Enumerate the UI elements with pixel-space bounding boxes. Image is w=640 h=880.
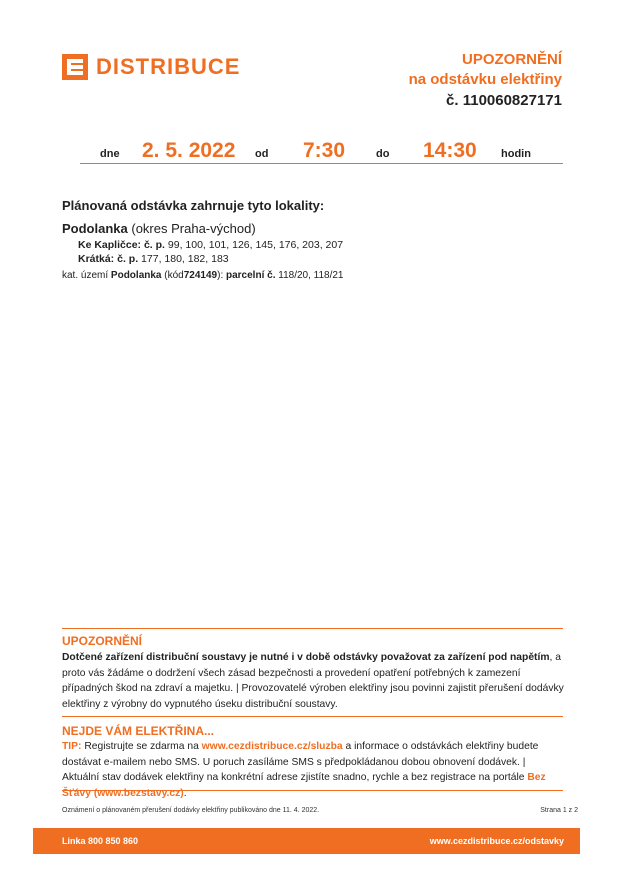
warning-text: Dotčené zařízení distribuční soustavy je nutné i v době odstávky považovat za zařízení pod napětím, a proto vás žádáme o dodržení všech zásad bezpečnosti a provedení opatření potřebných k zamezení případných škod na zdraví a majetku. | Provozovatelé výroben elektřiny jsou povinni zajistit přerušení dodávky elektřiny z výrobny do vypnutého úseku distribuční soustavy.: [62, 652, 564, 710]
registration-link[interactable]: www.cezdistribuce.cz/sluzba: [201, 741, 343, 752]
tip-text: TIP: Registrujte se zdarma na www.cezdistribuce.cz/sluzba a informace o odstávkách elektřiny budete dostávat e-mailem nebo SMS. U poruch zasíláme SMS s předpokládanou dobou obnovení dodávek. | Aktuální stav dodávek elektřiny na konkrétní adrese zjistíte snadno, rychle a bez registrace na portále Bez Šťávy (www.bezstavy.cz).: [62, 741, 546, 799]
cadastral-info: kat. území Podolanka (kód724149): parcelní č. 118/20, 118/21: [62, 270, 344, 281]
tip-label: TIP:: [62, 741, 82, 752]
tip-title: NEJDE VÁM ELEKTŘINA...: [62, 724, 215, 738]
warning-title: UPOZORNĚNÍ: [62, 634, 143, 648]
locality: [62, 221, 256, 236]
street-cp-label: č. p.: [117, 253, 139, 265]
cez-logo-icon: [62, 54, 88, 80]
street-name: Ke Kapličce:: [78, 239, 142, 251]
publication-note: Oznámení o plánovaném přerušení dodávky elektřiny publikováno dne 11. 4. 2022.: [62, 807, 320, 814]
date-label: dne: [100, 148, 120, 160]
page-number: Strana 1 z 2: [540, 807, 578, 814]
notice-subtitle: na odstávku elektřiny: [408, 71, 562, 88]
divider: [62, 790, 563, 791]
to-label: do: [376, 148, 390, 160]
localities-title: Plánovaná odstávka zahrnuje tyto lokality:: [62, 198, 325, 213]
street-numbers: 99, 100, 101, 126, 145, 176, 203, 207: [167, 239, 344, 251]
notice-header: [409, 50, 562, 112]
cez-logo: [62, 54, 240, 80]
street-numbers: 177, 180, 182, 183: [141, 253, 229, 265]
hours-label: hodin: [501, 148, 531, 160]
outage-end-time: 14:30: [423, 139, 477, 162]
logo-text: DISTRIBUCE: [96, 54, 241, 79]
notice-title: UPOZORNĚNÍ: [461, 51, 562, 68]
street-cp-label: č. p.: [143, 239, 165, 251]
schedule-row: [80, 141, 563, 164]
street-row: [78, 239, 343, 251]
locality-name: Podolanka: [62, 221, 128, 236]
locality-district: (okres Praha-východ): [131, 221, 256, 236]
street-row: [78, 253, 229, 265]
street-name: Krátká:: [78, 253, 115, 265]
hotline-number[interactable]: Linka 800 850 860: [62, 836, 139, 846]
from-label: od: [255, 148, 269, 160]
notice-number: č. 110060827171: [446, 92, 562, 109]
bez-stavy-link[interactable]: Bez Šťávy: [62, 772, 546, 799]
divider: [62, 716, 563, 717]
divider: [62, 628, 563, 629]
outages-website-link[interactable]: www.cezdistribuce.cz/odstavky: [429, 836, 564, 846]
outage-start-time: 7:30: [303, 139, 346, 162]
bezstavy-url-link[interactable]: (www.bezstavy.cz): [93, 787, 184, 799]
footer-bar: [33, 828, 580, 854]
outage-date: 2. 5. 2022: [142, 139, 236, 162]
